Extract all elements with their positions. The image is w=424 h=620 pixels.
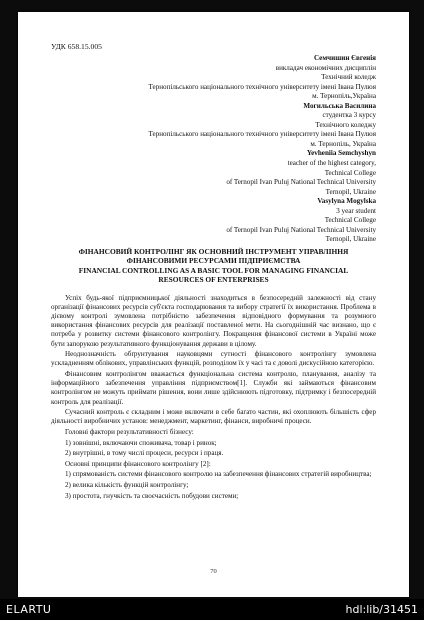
author-affiliation-line: of Ternopil Ivan Puluj National Technical University (226, 225, 376, 234)
body-paragraph: Фінансовим контролінгом вважається функціональна система контролю, планування, аналізу та інформаційного забезпечення управління підприємством[1]. Служби які займаються фінансовим контролінгом не можуть приймати рішення, вони лише здійснюють підготовку, підтримку і безпосередній контроль для реалізації. (51, 369, 376, 406)
author-affiliation-line: teacher of the highest category, (287, 159, 376, 168)
viewer-footer (0, 599, 424, 620)
author-affiliation-line: Technical College (324, 168, 376, 177)
author-affiliation-line: Технічний коледж (321, 73, 376, 82)
author-name: Семчишин Євгенія (313, 54, 376, 62)
author-name: Могильська Василина (303, 101, 376, 110)
author-name: Vasylyna Mogylska (317, 197, 376, 206)
author-affiliation-line: Технічного коледжу (315, 120, 376, 129)
list-item: Основні принципи фінансового контролінгу [2]: (65, 459, 211, 468)
author-affiliation-line: Ternopil, Ukraine (325, 235, 376, 244)
author-affiliation-line: 3 year student (336, 206, 376, 215)
author-affiliation-line: м. Тернопіль, Україна (310, 139, 376, 148)
author-name: Yevheniia Semchyshyn (306, 149, 376, 158)
author-affiliation-line: студентка 3 курсу (322, 111, 376, 120)
page-number: 70 (210, 568, 217, 575)
author-affiliation-line: Technical College (324, 216, 376, 225)
author-affiliation-line: of Ternopil Ivan Puluj National Technical University (226, 178, 376, 187)
authors-block (51, 54, 376, 245)
title-line: RESOURCES OF ENTERPRISES (158, 275, 269, 285)
body-paragraph: Сучасний контроль є складним і може включати в себе багато частин, які охоплюють більшість сфер діяльності виробничих установ: менеджмент, маркетинг, фінанси, виробничі процеси. (51, 408, 376, 426)
list-item: 2) внутрішні, в тому числі процеси, ресурси і праця. (65, 449, 224, 458)
title-line: ФІНАНСОВИЙ КОНТРОЛІНГ ЯК ОСНОВНИЙ ІНСТРУМЕНТ УПРАВЛІННЯ (78, 246, 349, 256)
body-paragraph: Успіх будь-якої підприємницької діяльності знаходиться в безпосередній залежності від стану організації фінансових ресурсів суб'єкта господарювання та вибору стратегії їх використання. Проблема в дієвому контролі зумовлена потрібністю забезпечення відповідного формування та розумного використання фінансових ресурсів для реалізації поставленої мети. На сьогоднішній час визнано, що є потреба у розвитку системи фінансового контролінгу. Покращення фінансової системи в Україні може бути запорукою результативного функціонування держави в цілому. (51, 293, 376, 348)
list-item: Головні фактори результативності бізнесу: (65, 427, 194, 436)
udc-code: УДК 658.15.005 (51, 42, 102, 51)
article-title (51, 247, 376, 285)
handle-label: hdl:lib/31451 (345, 603, 418, 616)
author-affiliation-line: Тернопільського національного технічного університету імені Івана Пулюя (148, 130, 376, 139)
article-body (51, 294, 376, 501)
repository-label: ELARTU (6, 603, 52, 616)
list-item: 2) велика кількість функцій контролінгу; (65, 480, 189, 489)
author-affiliation-line: Тернопільського національного технічного університету імені Івана Пулюя (148, 82, 376, 91)
list-item: 1) спрямованість системи фінансового контролю на забезпечення фінансових стратегій виробництва; (65, 470, 372, 479)
body-paragraph: Неоднозначність обґрунтування науковцями сутності фінансового контролінгу зумовлена ускладненням облікових, управлінських функцій, розподілом їх у часі та є доволі дискусійною категорією. (51, 350, 376, 368)
page-content (51, 42, 376, 502)
author-affiliation-line: м. Тернопіль,Україна (312, 92, 376, 101)
list-item: 1) зовнішні, включаючи споживача, товар і ринок; (65, 438, 217, 447)
document-page (18, 12, 409, 597)
author-affiliation-line: викладач економічних дисциплін (275, 63, 376, 72)
list-item: 3) простота, гнучкість та своєчасність побудови системи; (65, 491, 239, 500)
author-affiliation-line: Ternopil, Ukraine (325, 187, 376, 196)
title-line: ФІНАНСОВИМИ РЕСУРСАМИ ПІДПРИЄМСТВА (126, 256, 301, 266)
title-line: FINANCIAL CONTROLLING AS A BASIC TOOL FOR MANAGING FINANCIAL (78, 265, 349, 275)
